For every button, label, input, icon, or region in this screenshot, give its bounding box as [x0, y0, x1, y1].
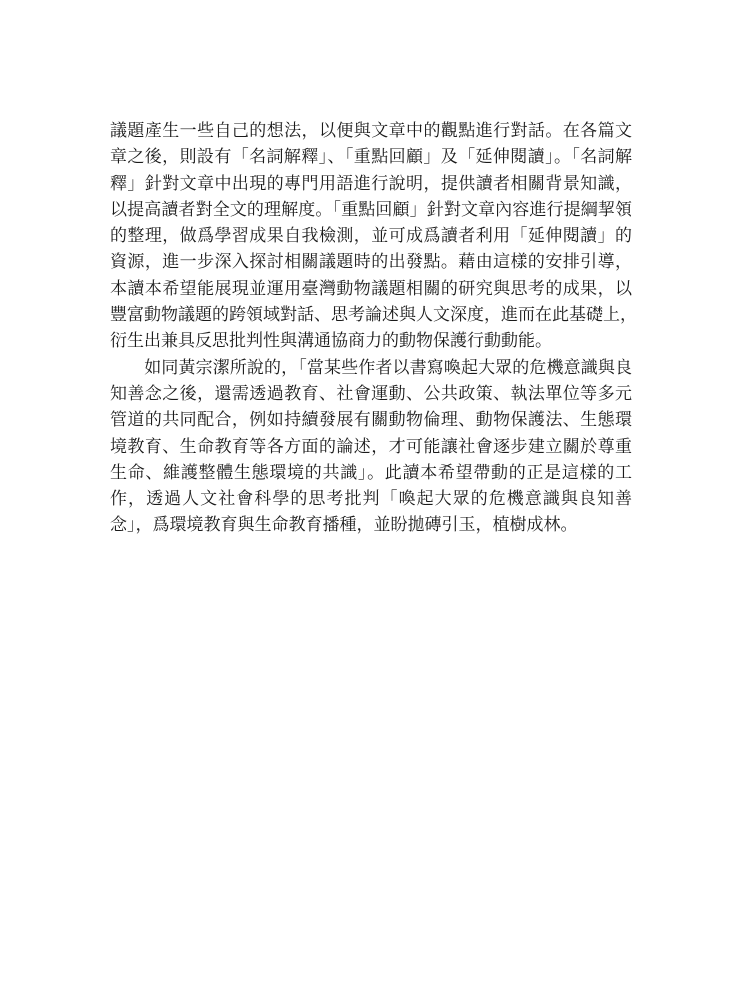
text-line: 如同黃宗潔所說的，「當某些作者以書寫喚起大眾的危機意識與良: [110, 357, 632, 378]
text-line: 念」，爲環境教育與生命教育播種，並盼拋磚引玉，植樹成林。: [110, 515, 578, 536]
text-line: 釋」針對文章中出現的專門用語進行說明，提供讀者相關背景知識，: [110, 173, 632, 194]
text-line: 管道的共同配合，例如持續發展有關動物倫理、動物保護法、生態環: [110, 410, 632, 431]
text-line: 知善念之後，還需透過教育、社會運動、公共政策、執法單位等多元: [110, 383, 632, 404]
paragraph-1: [110, 118, 637, 355]
text-line: 以提高讀者對全文的理解度。「重點回顧」針對文章內容進行提綱挈領: [110, 199, 632, 220]
text-line: 資源，進一步深入探討相關議題時的出發點。藉由這樣的安排引導，: [110, 252, 632, 273]
text-line: 衍生出兼具反思批判性與溝通協商力的動物保護行動動能。: [110, 331, 552, 352]
text-line: 境教育、生命教育等各方面的論述，才可能讓社會逐步建立關於尊重: [110, 436, 632, 457]
text-line: 作，透過人文社會科學的思考批判「喚起大眾的危機意識與良知善: [110, 489, 632, 510]
text-line: 生命、維護整體生態環境的共識」。此讀本希望帶動的正是這樣的工: [110, 462, 632, 483]
body-text: [110, 118, 637, 539]
paragraph-2: [110, 355, 632, 539]
text-line: 章之後，則設有「名詞解釋」、「重點回顧」及「延伸閱讀」。「名詞解: [110, 147, 632, 168]
text-line: 豐富動物議題的跨領域對話、思考論述與人文深度，進而在此基礎上，: [110, 305, 637, 326]
text-line: 的整理，做爲學習成果自我檢測，並可成爲讀者利用「延伸閱讀」的: [110, 226, 632, 247]
text-line: 議題產生一些自己的想法，以便與文章中的觀點進行對話。在各篇文: [110, 121, 632, 141]
text-line: 本讀本希望能展現並運用臺灣動物議題相關的研究與思考的成果，以: [110, 278, 632, 299]
